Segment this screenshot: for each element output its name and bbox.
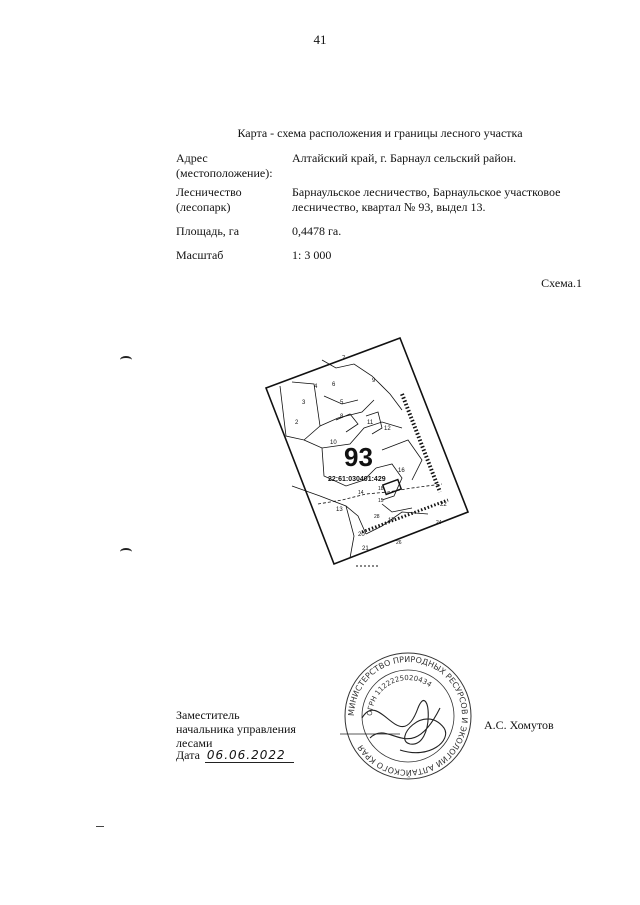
subdivision-label: 2 [295,420,299,426]
subdivision-label: 9 [372,378,376,384]
page-number: 41 [313,32,327,47]
subdivision-label: 24 [436,520,442,526]
scan-mark [120,548,132,556]
subdivision-label: 7 [342,356,346,362]
subdivision-label: 4 [314,384,318,390]
subdivision-label: 26 [396,540,402,546]
date-label: Дата [176,748,200,762]
subdivision-label: 11 [367,420,374,426]
field-label: Адрес (местоположение): [176,151,273,180]
subdivision-label: 6 [332,382,336,388]
parcel-outline [382,440,422,480]
svg-text:ОГРН 1122225020434 [366,674,433,716]
parcel-outline [346,506,354,558]
subdivision-label: 28 [374,514,380,520]
subdivision-label: 22 [440,502,447,508]
parcel-outline [280,382,320,440]
subdivision-label: 21 [362,546,369,552]
scheme-label: Схема.1 [541,276,582,290]
parcel-outline [292,486,366,534]
quarter-number: 93 [344,442,373,472]
date-line [176,748,294,763]
document-title: Карта - схема расположения и границы лесного участка [237,126,523,140]
field-value: Барнаульское лесничество, Барнаульское участковое лесничество, квартал № 93, выдел 13. [292,185,561,214]
field-value: 0,4478 га. [292,224,342,238]
subdivision-label: 18 [378,486,384,492]
signatory-name: А.С. Хомутов [484,718,554,732]
subdivision-label: 12 [384,426,391,432]
cadastral-number: 22:61:030401:429 [328,476,386,483]
parcel-outline [320,400,374,426]
scan-mark [96,826,104,827]
subdivision-label: 8 [340,414,344,420]
field-label: Площадь, га [176,224,240,238]
stamp-text-outer: МИНИСТЕРСТВО ПРИРОДНЫХ РЕСУРСОВ И ЭКОЛОГИИ АЛТАЙСКОГО КРАЯ [346,654,470,778]
subdivision-label: 13 [336,507,343,513]
field-label: Лесничество (лесопарк) [176,185,242,214]
official-stamp [340,648,476,784]
subdivision-label: 14 [358,490,364,496]
subdivision-label: 17 [388,518,395,524]
plot-map [262,336,472,572]
subdivision-label: 10 [330,440,337,446]
subdivision-label: 5 [340,400,344,406]
stamp-text-inner: ОГРН 1122225020434 [365,673,433,717]
field-value: 1: 3 000 [292,248,332,262]
signatory-position: Заместитель начальника управления лесами [176,708,296,750]
hatched-border [402,394,440,492]
scan-mark [120,356,132,364]
field-value: Алтайский край, г. Барнаул сельский район. [292,151,517,165]
subdivision-label: 15 [378,498,384,504]
subdivision-label: 20 [358,532,365,538]
subdivision-label: 16 [398,468,405,474]
parcel-outline [382,504,412,512]
subdivision-label: 3 [302,400,306,406]
field-label: Масштаб [176,248,224,262]
svg-text:МИНИСТЕРСТВО ПРИРОДНЫХ РЕСУРСО [347,655,469,779]
date-value: 06.06.2022 [205,748,294,763]
